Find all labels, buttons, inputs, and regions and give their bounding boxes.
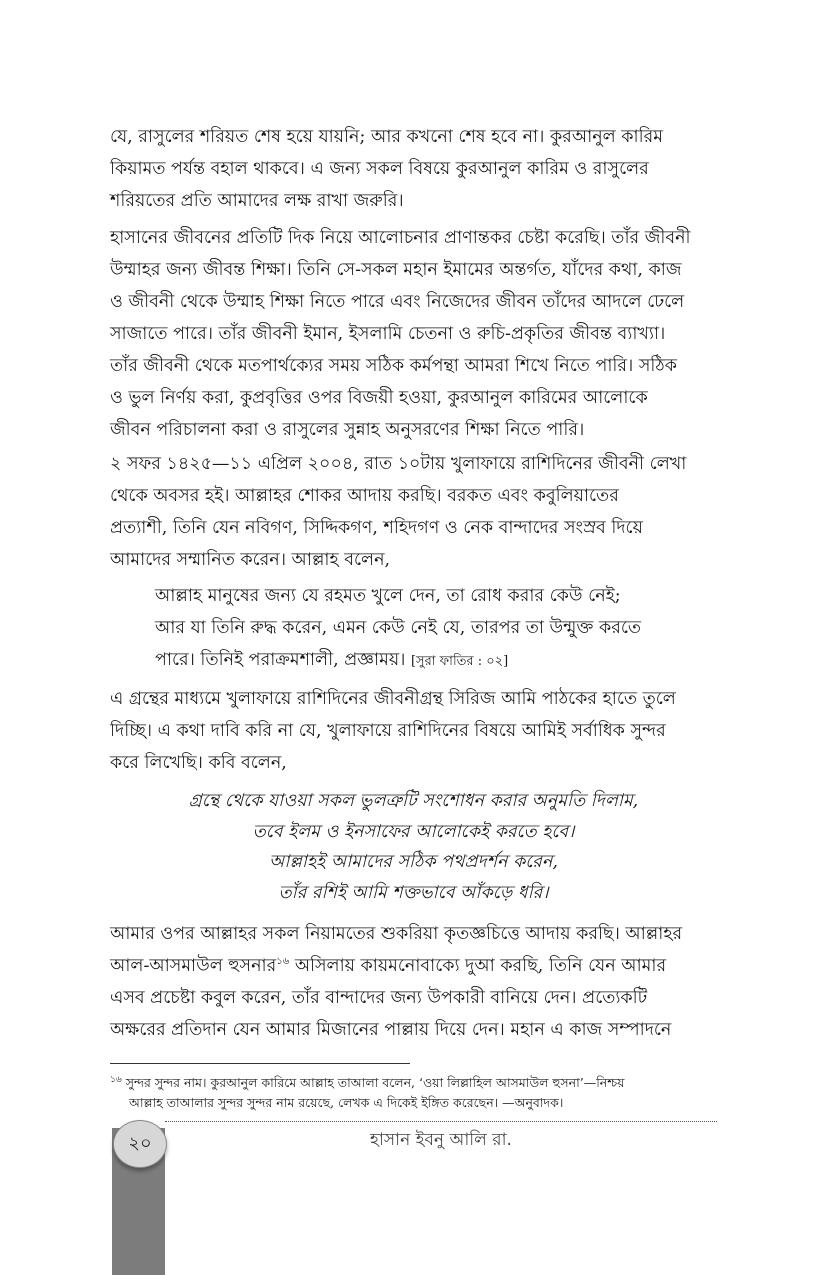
- page-number: ২০: [113, 1120, 167, 1168]
- text-line: আমার ওপর আল্লাহর সকল নিয়ামতের শুকরিয়া কৃতজ্ঞচিত্তে আদায় করছি। আল্লাহর: [110, 924, 683, 944]
- text-line: দিচ্ছি। এ কথা দাবি করি না যে, খুলাফায়ে রাশিদিনের বিষয়ে আমিই সর্বাধিক সুন্দর: [110, 721, 666, 741]
- footnote-marker: ১৬: [110, 1075, 122, 1085]
- running-title: হাসান ইবনু আলি রা.: [370, 1130, 512, 1150]
- text-line: তাঁর জীবনী থেকে মতপার্থক্যের সময় সঠিক কর্মপন্থা আমরা শিখে নিতে পারি। সঠিক: [110, 356, 678, 376]
- quote-citation: [সুরা ফাতির : ০২]: [410, 654, 509, 669]
- text-line: প্রত্যাশী, তিনি যেন নবিগণ, সিদ্দিকগণ, শহিদগণ ও নেক বান্দাদের সংস্রব দিয়ে: [110, 518, 643, 538]
- text-segment: অসিলায় কায়মনোবাক্যে দুআ করছি, তিনি যেন আমার: [289, 956, 667, 976]
- body-paragraph-3: [110, 448, 717, 576]
- text-line: উম্মাহর জন্য জীবন্ত শিক্ষা। তিনি সে-সকল মহান ইমামের অন্তর্গত, যাঁদের কথা, কাজ: [110, 260, 682, 280]
- footnote-divider: [110, 1063, 410, 1064]
- poem-line: আল্লাহই আমাদের সঠিক পথপ্রদর্শন করেন,: [269, 852, 558, 872]
- text-line: কিয়ামত পর্যন্ত বহাল থাকবে। এ জন্য সকল বিষয়ে কুরআনুল কারিম ও রাসুলের: [110, 159, 649, 179]
- body-paragraph-4: [110, 683, 717, 779]
- text-line: হাসানের জীবনের প্রতিটি দিক নিয়ে আলোচনার প্রাণান্তকর চেষ্টা করেছি। তাঁর জীবনী: [110, 228, 691, 248]
- poem: [110, 786, 717, 908]
- footer-divider: [165, 1121, 717, 1122]
- text-segment: আল-আসমাউল হুসনার: [110, 956, 277, 976]
- text-line: আমাদের সম্মানিত করেন। আল্লাহ বলেন,: [110, 550, 391, 570]
- quran-quote: [155, 580, 675, 678]
- footnote-reference[interactable]: ১৬: [276, 956, 290, 968]
- footnote-text: আল্লাহ তাআলার সুন্দর সুন্দর নাম রয়েছে, লেখক এ দিকেই ইঙ্গিত করেছেন। —অনুবাদক।: [129, 1095, 564, 1111]
- footnote-text: সুন্দর সুন্দর নাম। কুরআনুল কারিমে আল্লাহ তাআলা বলেন, ‘ওয়া লিল্লাহিল আসমাউল হুসনা’—নিশ্চয়: [125, 1075, 625, 1091]
- quote-line: আল্লাহ মানুষের জন্য যে রহমত খুলে দেন, তা রোধ করার কেউ নেই;: [155, 586, 621, 606]
- text-line: ও জীবনী থেকে উম্মাহ শিক্ষা নিতে পারে এবং নিজেদের জীবন তাঁদের আদলে ঢেলে: [110, 292, 685, 312]
- poem-line: তাঁর রশিই আমি শক্তভাবে আঁকড়ে ধরি।: [278, 882, 549, 903]
- quote-line: পারে। তিনিই পরাক্রমশালী, প্রজ্ঞাময়।: [155, 650, 406, 670]
- poem-line: তবে ইলম ও ইনসাফের আলোকেই করতে হবে।: [252, 821, 575, 842]
- text-line: এসব প্রচেষ্টা কবুল করেন, তাঁর বান্দাদের জন্য উপকারী বানিয়ে দেন। প্রত্যেকটি: [110, 988, 648, 1008]
- quote-line: আর যা তিনি রুদ্ধ করেন, এমন কেউ নেই যে, তারপর তা উন্মুক্ত করতে: [155, 618, 641, 638]
- text-line: করে লিখেছি। কবি বলেন,: [110, 753, 287, 773]
- poem-line: গ্রন্থে থেকে যাওয়া সকল ভুলত্রুটি সংশোধন করার অনুমতি দিলাম,: [188, 791, 639, 811]
- text-line: থেকে অবসর হই। আল্লাহর শোকর আদায় করছি। বরকত এবং কবুলিয়াতের: [110, 486, 619, 506]
- footnote: [110, 1070, 720, 1113]
- text-line: শরিয়তের প্রতি আমাদের লক্ষ রাখা জরুরি।: [110, 191, 404, 211]
- text-line: এ গ্রন্থের মাধ্যমে খুলাফায়ে রাশিদিনের জীবনীগ্রন্থ সিরিজ আমি পাঠকের হাতে তুলে: [110, 689, 676, 709]
- text-line: যে, রাসুলের শরিয়ত শেষ হয়ে যায়নি; আর কখনো শেষ হবে না। কুরআনুল কারিম: [110, 127, 663, 147]
- text-line: সাজাতে পারে। তাঁর জীবনী ইমান, ইসলামি চেতনা ও রুচি-প্রকৃতির জীবন্ত ব্যাখ্যা।: [110, 324, 666, 344]
- text-line: অক্ষরের প্রতিদান যেন আমার মিজানের পাল্লায় দিয়ে দেন। মহান এ কাজ সম্পাদনে: [110, 1020, 672, 1040]
- body-paragraph-1: [110, 121, 717, 217]
- body-paragraph-5: [110, 918, 717, 1046]
- text-line: ও ভুল নির্ণয় করা, কুপ্রবৃত্তির ওপর বিজয়ী হওয়া, কুরআনুল কারিমের আলোকে: [110, 388, 648, 408]
- body-paragraph-2: [110, 222, 717, 446]
- text-line: জীবন পরিচালনা করা ও রাসুলের সুন্নাহ অনুসরণের শিক্ষা নিতে পারি।: [110, 420, 585, 440]
- text-line: ২ সফর ১৪২৫—১১ এপ্রিল ২০০৪, রাত ১০টায় খুলাফায়ে রাশিদিনের জীবনী লেখা: [110, 454, 687, 474]
